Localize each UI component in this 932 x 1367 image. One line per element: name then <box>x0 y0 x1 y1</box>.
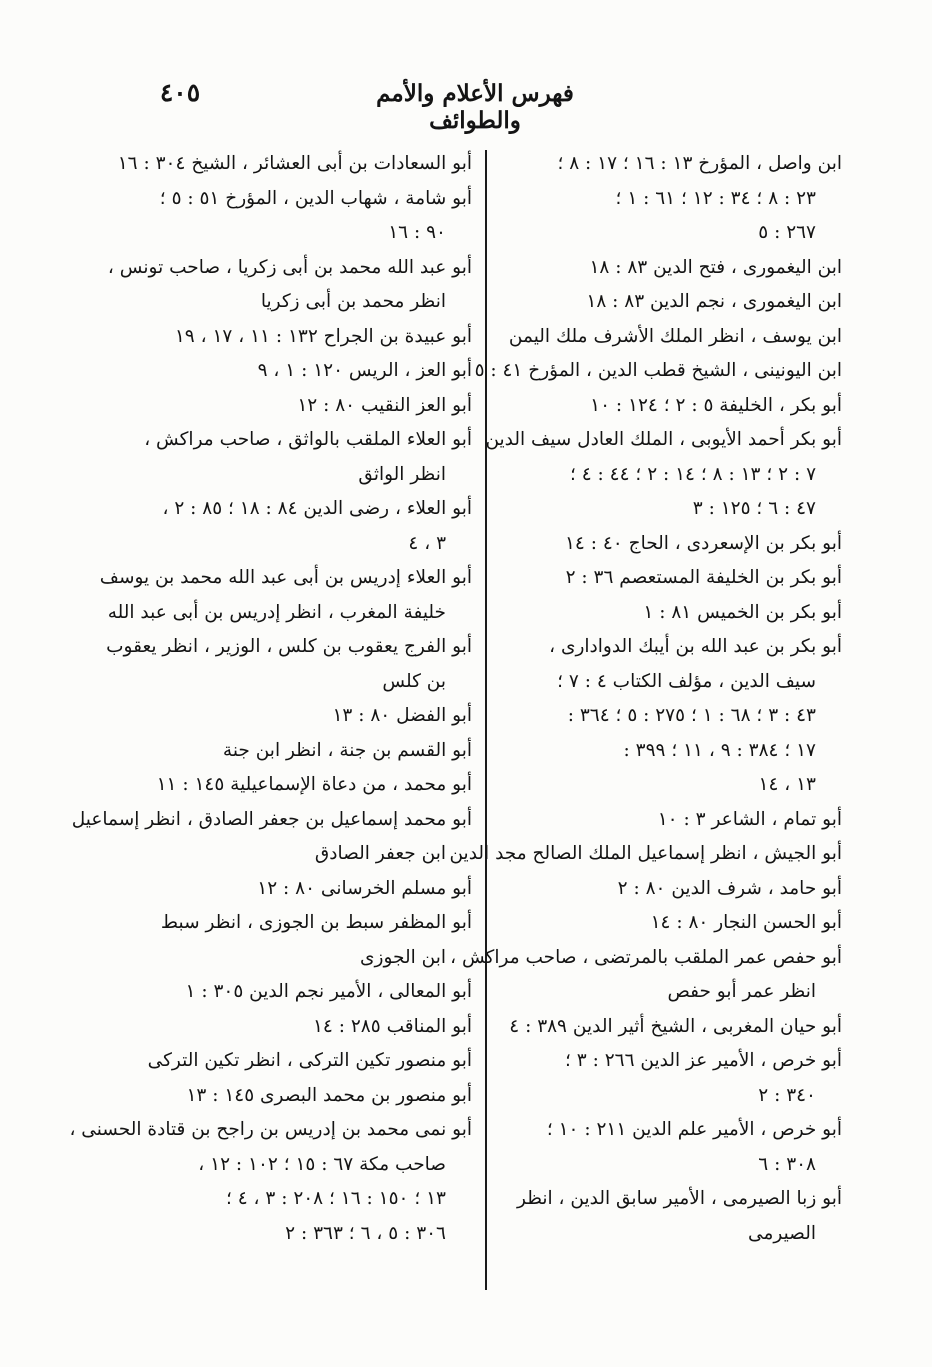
index-entry: أبو منصور تكين التركى ، انظر تكين التركى <box>147 1050 472 1071</box>
index-entry-continuation: انظر الواثق <box>358 463 446 485</box>
index-entry: أبو محمد إسماعيل بن جعفر الصادق ، انظر إسماعيل <box>71 808 472 830</box>
index-entry: أبو عبد الله محمد بن أبى زكريا ، صاحب تونس ، <box>107 256 472 278</box>
index-entry: أبو السعادات بن أبى العشائر ، الشيخ ٣٠٤ : ١٦ <box>117 153 472 174</box>
index-entry: أبو مسلم الخرسانى ٨٠ : ١٢ <box>257 877 472 899</box>
index-entry-continuation: ٣٠٨ : ٦ <box>758 1153 816 1175</box>
index-entry: أبو خرص ، الأمير علم الدين ٢١١ : ١٠ ؛ <box>546 1119 842 1140</box>
index-entry: أبو منصور بن محمد البصرى ١٤٥ : ١٣ <box>186 1084 472 1106</box>
index-entry-continuation: ابن الجوزى <box>360 946 446 968</box>
index-column-right <box>449 147 842 1251</box>
index-entry-continuation: بن كلس <box>382 670 446 692</box>
index-entry-continuation: سيف الدين ، مؤلف الكتاب ٤ : ٧ ؛ <box>557 670 816 692</box>
index-entry: ابن اليونينى ، الشيخ قطب الدين ، المؤرخ ٤١ : ٥ <box>474 360 842 381</box>
index-entry: أبو محمد ، من دعاة الإسماعيلية ١٤٥ : ١١ <box>156 774 472 795</box>
index-entry: أبو عبيدة بن الجراح ١٣٢ : ١١ ، ١٧ ، ١٩ <box>174 325 472 347</box>
index-entry: أبو المظفر سبط بن الجوزى ، انظر سبط <box>160 912 472 933</box>
index-entry-continuation: الصيرمى <box>748 1222 816 1244</box>
index-entry: أبو العز النقيب ٨٠ : ١٢ <box>297 394 472 416</box>
index-entry-continuation: صاحب مكة ٦٧ : ١٥ ؛ ١٠٢ : ١٢ ، <box>198 1153 446 1175</box>
index-entry: أبو نمى محمد بن إدريس بن راجح بن قتادة الحسنى ، <box>69 1119 472 1140</box>
column-divider <box>485 150 487 1290</box>
index-entry: أبو العلاء إدريس بن أبى عبد الله محمد بن يوسف <box>99 567 472 588</box>
index-entry: أبو بكر بن الإسعردى ، الحاج ٤٠ : ١٤ <box>565 532 842 554</box>
index-entry: أبو المناقب ٢٨٥ : ١٤ <box>313 1015 472 1037</box>
index-entry: أبو حامد ، شرف الدين ٨٠ : ٢ <box>617 877 842 899</box>
index-column-left <box>69 147 472 1251</box>
index-entry-continuation: انظر عمر أبو حفص <box>667 981 816 1002</box>
index-entry: أبو بكر ، الخليفة ٥ : ٢ ؛ ١٢٤ : ١٠ <box>590 394 842 416</box>
index-entry: أبو حفص عمر الملقب بالمرتضى ، صاحب مراكش ، <box>450 946 842 968</box>
index-entry: أبو الفرج يعقوب بن كلس ، الوزير ، انظر يعقوب <box>106 636 472 657</box>
index-entry: أبو القسم بن جنة ، انظر ابن جنة <box>222 739 472 761</box>
index-entry: أبو حيان المغربى ، الشيخ أثير الدين ٣٨٩ : ٤ <box>509 1015 842 1037</box>
index-entry-continuation: ٣٤٠ : ٢ <box>758 1084 816 1106</box>
index-entry-continuation: خليفة المغرب ، انظر إدريس بن أبى عبد الله <box>107 601 446 623</box>
index-entry: أبو زبا الصيرمى ، الأمير سابق الدين ، انظر <box>517 1188 842 1209</box>
index-entry-continuation: ٤٣ : ٣ ؛ ٦٨ : ١ ؛ ٢٧٥ : ٥ ؛ ٣٦٤ : <box>567 705 816 726</box>
index-entry: أبو الفضل ٨٠ : ١٣ <box>332 705 472 726</box>
index-entry: أبو بكر بن الخميس ٨١ : ١ <box>643 601 842 623</box>
index-entry-continuation: ٣ ، ٤ <box>408 532 446 554</box>
index-entry: أبو المعالى ، الأمير نجم الدين ٣٠٥ : ١ <box>185 981 472 1002</box>
index-entry-continuation: ٢٦٧ : ٥ <box>758 222 816 243</box>
index-entry: أبو تمام ، الشاعر ٣ : ١٠ <box>657 808 842 830</box>
index-entry: أبو شامة ، شهاب الدين ، المؤرخ ٥١ : ٥ ؛ <box>159 187 472 209</box>
index-entry: ابن واصل ، المؤرخ ١٣ : ١٦ ؛ ١٧ : ٨ ؛ <box>557 153 842 174</box>
index-entry: أبو بكر أحمد الأيوبى ، الملك العادل سيف الدين <box>485 429 842 450</box>
index-entry: أبو خرص ، الأمير عز الدين ٢٦٦ : ٣ ؛ <box>565 1050 842 1071</box>
index-entry-continuation: ٤٧ : ٦ ؛ ١٢٥ : ٣ <box>692 498 816 519</box>
index-entry: ابن يوسف ، انظر الملك الأشرف ملك اليمن <box>508 325 842 347</box>
index-entry: ابن اليغمورى ، فتح الدين ٨٣ : ١٨ <box>589 256 842 278</box>
index-entry: أبو العلاء الملقب بالواثق ، صاحب مراكش ، <box>144 429 472 450</box>
page-number: ٤٠٥ <box>159 78 201 107</box>
index-entry-continuation: ١٣ ، ١٤ <box>758 774 816 795</box>
index-entry-continuation: ٧ : ٢ ؛ ١٣ : ٨ ؛ ١٤ : ٢ ؛ ٤٤ : ٤ ؛ <box>569 463 816 485</box>
index-entry-continuation: ٣٠٦ : ٥ ، ٦ ؛ ٣٦٣ : ٢ <box>285 1222 446 1244</box>
index-entry: أبو الجيش ، انظر إسماعيل الملك الصالح مجد الدين <box>449 843 842 864</box>
index-entry: ابن اليغمورى ، نجم الدين ٨٣ : ١٨ <box>586 291 842 312</box>
index-entry: أبو العز ، الريس ١٢٠ : ١ ، ٩ <box>257 360 472 381</box>
index-entry-continuation: انظر محمد بن أبى زكريا <box>260 291 446 312</box>
index-entry: أبو الحسن النجار ٨٠ : ١٤ <box>650 912 842 933</box>
page-header-title: فهرس الأعلام والأمم والطوائف <box>376 80 574 134</box>
index-entry-continuation: ابن جعفر الصادق <box>314 843 446 864</box>
index-entry: أبو العلاء ، رضى الدين ٨٤ : ١٨ ؛ ٨٥ : ٢ ، <box>162 498 472 519</box>
index-entry-continuation: ٩٠ : ١٦ <box>388 222 446 243</box>
index-entry-continuation: ١٧ ؛ ٣٨٤ : ٩ ، ١١ ؛ ٣٩٩ : <box>623 739 816 761</box>
index-entry: أبو بكر بن الخليفة المستعصم ٣٦ : ٢ <box>565 567 842 588</box>
index-entry: أبو بكر بن عبد الله بن أيبك الدوادارى ، <box>549 636 842 657</box>
index-entry-continuation: ٢٣ : ٨ ؛ ٣٤ : ١٢ ؛ ٦١ : ١ ؛ <box>615 187 816 209</box>
index-entry-continuation: ١٣ ؛ ١٥٠ : ١٦ ؛ ٢٠٨ : ٣ ، ٤ ؛ <box>225 1188 446 1209</box>
